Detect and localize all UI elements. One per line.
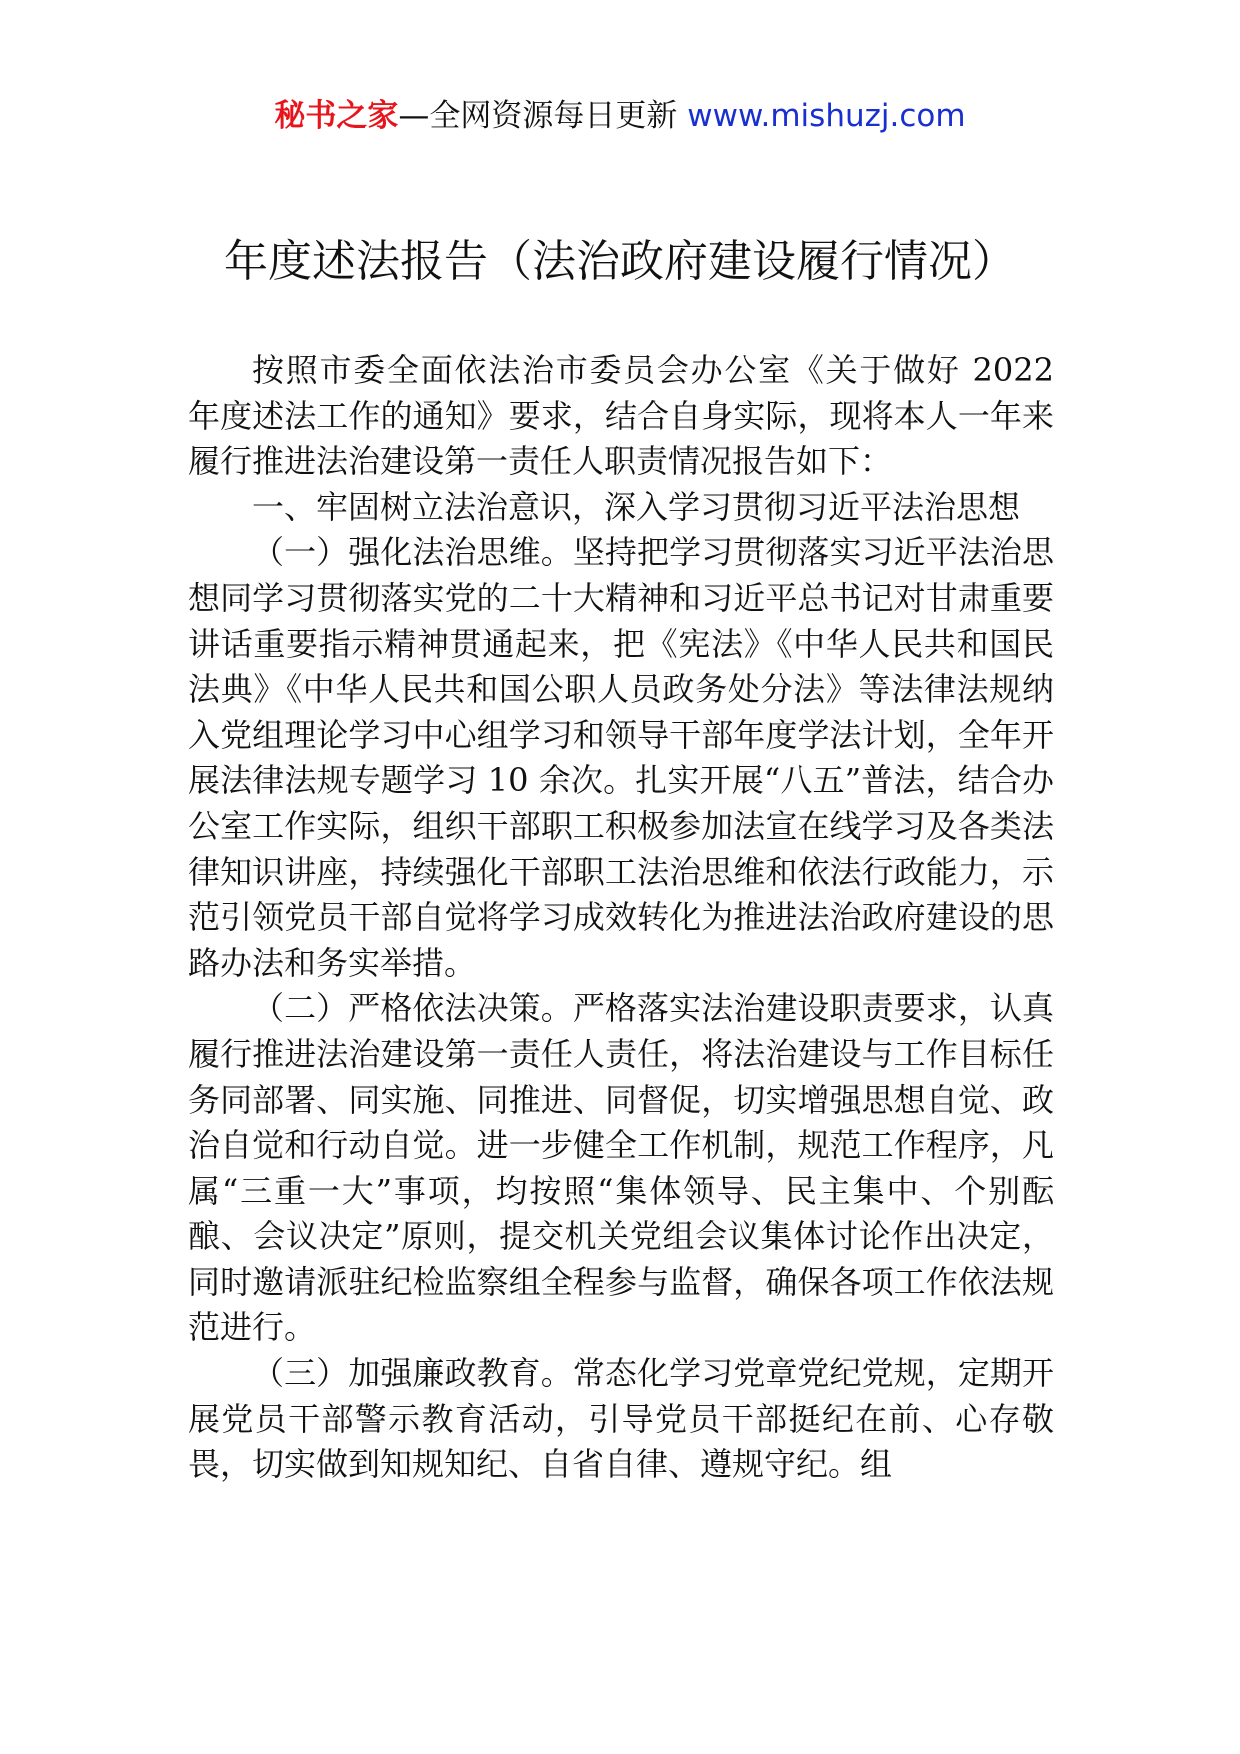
header-slogan: —全网资源每日更新	[398, 98, 678, 134]
site-header	[0, 96, 1240, 136]
document-body	[188, 348, 1054, 1488]
body-paragraph: （二）严格依法决策。严格落实法治建设职责要求，认真履行推进法治建设第一责任人责任，将法治建设与工作目标任务同部署、同实施、同推进、同督促，切实增强思想自觉、政治自觉和行动自觉。进一步健全工作机制，规范工作程序，凡属“三重一大”事项，均按照“集体领导、民主集中、个别酝酿、会议决定”原则，提交机关党组会议集体讨论作出决定，同时邀请派驻纪检监察组全程参与监督，确保各项工作依法规范进行。	[188, 989, 1054, 1347]
document-title: 年度述法报告（法治政府建设履行情况）	[224, 236, 1016, 287]
site-url-link[interactable]: www.mishuzj.com	[687, 98, 966, 134]
brand-name: 秘书之家	[274, 98, 399, 134]
section-heading: 一、牢固树立法治意识，深入学习贯彻习近平法治思想	[252, 487, 1021, 526]
body-paragraph: （三）加强廉政教育。常态化学习党章党纪党规，定期开展党员干部警示教育活动，引导党员干部挺纪在前、心存敬畏，切实做到知规知纪、自省自律、遵规守纪。组	[188, 1354, 1054, 1484]
body-paragraph: （一）强化法治思维。坚持把学习贯彻落实习近平法治思想同学习贯彻落实党的二十大精神和习近平总书记对甘肃重要讲话重要指示精神贯通起来，把《宪法》《中华人民共和国民法典》《中华人民共和国公职人员政务处分法》等法律法规纳入党组理论学习中心组学习和领导干部年度学法计划，全年开展法律法规专题学习 10 余次。扎实开展“八五”普法，结合办公室工作实际，组织干部职工积极参加法宣在线学习及各类法律知识讲座，持续强化干部职工法治思维和依法行政能力，示范引领党员干部自觉将学习成效转化为推进法治政府建设的思路办法和务实举措。	[188, 533, 1054, 982]
intro-paragraph: 按照市委全面依法治市委员会办公室《关于做好 2022 年度述法工作的通知》要求，结合自身实际，现将本人一年来履行推进法治建设第一责任人职责情况报告如下：	[188, 351, 1054, 481]
